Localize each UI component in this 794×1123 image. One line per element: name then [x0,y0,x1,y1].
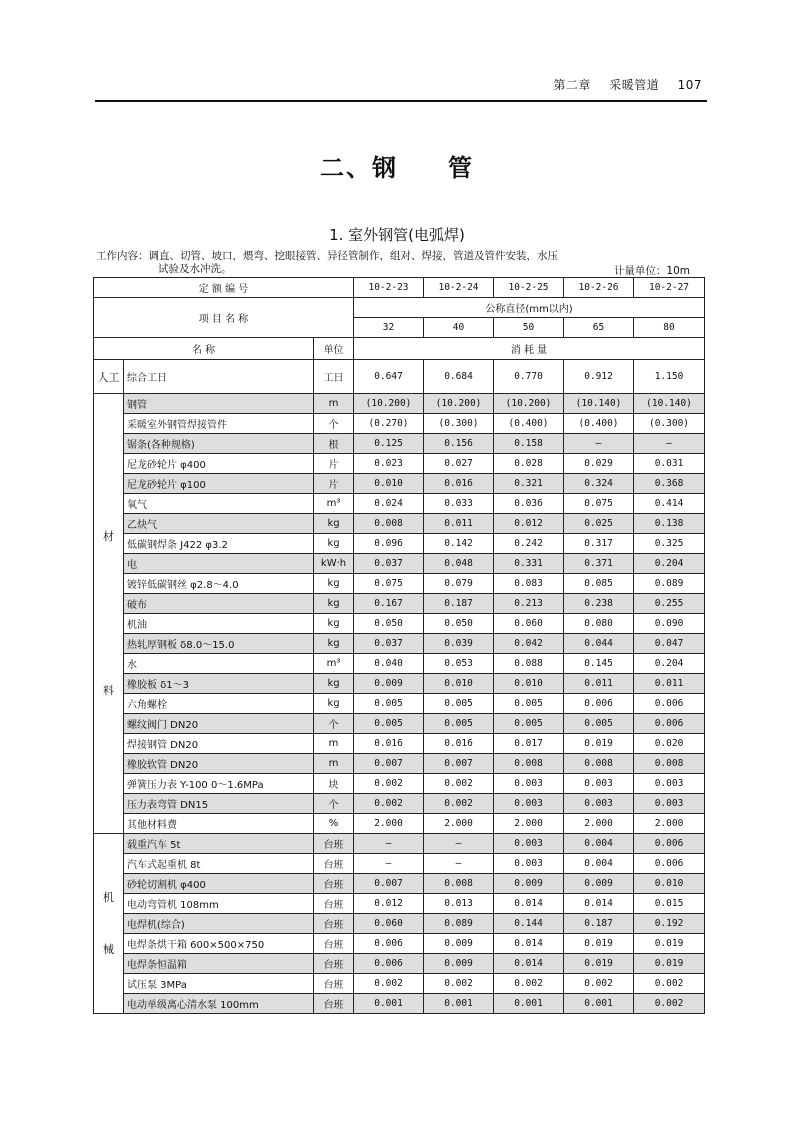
value-cell: 0.001 [424,994,494,1014]
item-unit: 台班 [314,934,354,954]
value-cell: 0.002 [494,974,564,994]
work-content [96,250,616,276]
item-unit: kg [314,694,354,714]
value-cell: 0.007 [424,754,494,774]
value-cell: 0.083 [494,574,564,594]
value-cell: 0.004 [564,854,634,874]
value-cell: 0.647 [354,360,424,394]
value-cell: 2.000 [354,814,424,834]
value-cell: 0.088 [494,654,564,674]
machinery-row [94,894,705,914]
value-cell: 0.016 [424,734,494,754]
item-unit: 片 [314,454,354,474]
quota-table [93,277,705,1014]
diameter-cell: 32 [354,318,424,338]
item-name: 尼龙砂轮片 φ100 [124,474,314,494]
item-unit: 台班 [314,994,354,1014]
section-title-part1: 二、钢 [320,154,398,182]
value-cell: 0.050 [424,614,494,634]
value-cell: 0.007 [354,874,424,894]
item-unit: 根 [314,434,354,454]
item-unit: kg [314,634,354,654]
value-cell: 0.005 [564,714,634,734]
value-cell: 0.002 [634,994,705,1014]
value-cell: 0.010 [494,674,564,694]
diameter-cell: 40 [424,318,494,338]
value-cell: 0.039 [424,634,494,654]
value-cell: 0.005 [494,694,564,714]
item-unit: m [314,394,354,414]
item-name: 压力表弯管 DN15 [124,794,314,814]
value-cell: 0.024 [354,494,424,514]
value-cell: 0.002 [634,974,705,994]
value-cell: 0.013 [424,894,494,914]
category-char: 机 [103,890,114,904]
item-name: 试压泵 3MPa [124,974,314,994]
value-cell: 0.003 [564,774,634,794]
value-cell: — [354,834,424,854]
item-unit: kg [314,674,354,694]
col-name-label: 名 称 [94,338,314,360]
item-name: 尼龙砂轮片 φ400 [124,454,314,474]
quota-code-cell: 10-2-25 [494,278,564,298]
item-name: 电动弯管机 108mm [124,894,314,914]
value-cell: 0.138 [634,514,705,534]
item-name: 综合工日 [124,360,314,394]
item-unit: 台班 [314,894,354,914]
value-cell: 0.371 [564,554,634,574]
material-row [94,774,705,794]
material-row [94,454,705,474]
item-unit: m [314,754,354,774]
work-content-line2: 试验及水冲洗。 [158,263,232,275]
value-cell: 2.000 [494,814,564,834]
value-cell: 0.010 [634,874,705,894]
value-cell: 1.150 [634,360,705,394]
value-cell: 0.003 [634,774,705,794]
item-unit: 个 [314,714,354,734]
material-category [94,394,124,834]
value-cell: (0.300) [424,414,494,434]
value-cell: 0.040 [354,654,424,674]
value-cell: 0.031 [634,454,705,474]
machinery-category [94,834,124,1014]
value-cell: 0.027 [424,454,494,474]
item-name: 钢管 [124,394,314,414]
value-cell: 0.001 [354,994,424,1014]
item-unit: m [314,734,354,754]
value-cell: 0.004 [564,834,634,854]
value-cell: 0.017 [494,734,564,754]
value-cell: 0.029 [564,454,634,474]
item-name-label: 项 目 名 称 [94,298,354,338]
machinery-row [94,874,705,894]
value-cell: 0.003 [494,794,564,814]
item-unit: 工日 [314,360,354,394]
item-name: 电 [124,554,314,574]
value-cell: 2.000 [424,814,494,834]
quota-code-cell: 10-2-27 [634,278,705,298]
item-name: 破布 [124,594,314,614]
value-cell: (0.300) [634,414,705,434]
diameter-cell: 80 [634,318,705,338]
material-row [94,614,705,634]
value-cell: 0.009 [494,874,564,894]
value-cell: 0.019 [564,734,634,754]
value-cell: — [634,434,705,454]
value-cell: 0.014 [564,894,634,914]
value-cell: 0.019 [634,954,705,974]
value-cell: 0.011 [424,514,494,534]
value-cell: 0.036 [494,494,564,514]
machinery-row [94,954,705,974]
value-cell: 0.060 [354,914,424,934]
value-cell: 0.158 [494,434,564,454]
material-row [94,514,705,534]
value-cell: 0.014 [494,894,564,914]
value-cell: 0.060 [494,614,564,634]
item-unit: kg [314,574,354,594]
value-cell: (10.200) [424,394,494,414]
value-cell: 0.331 [494,554,564,574]
value-cell: 0.010 [424,674,494,694]
consumption-label: 消 耗 量 [354,338,705,360]
value-cell: 0.213 [494,594,564,614]
value-cell: (0.270) [354,414,424,434]
machinery-row [94,934,705,954]
value-cell: 0.187 [424,594,494,614]
item-name: 焊接钢管 DN20 [124,734,314,754]
material-row [94,574,705,594]
value-cell: 2.000 [564,814,634,834]
value-cell: 0.008 [494,754,564,774]
quota-code-cell: 10-2-23 [354,278,424,298]
item-unit: 台班 [314,834,354,854]
value-cell: 0.142 [424,534,494,554]
item-unit: 台班 [314,954,354,974]
material-row [94,554,705,574]
value-cell: 0.008 [354,514,424,534]
value-cell: 0.192 [634,914,705,934]
section-title-part2: 管 [448,154,474,182]
material-row [94,794,705,814]
item-name: 汽车式起重机 8t [124,854,314,874]
item-name: 低碳钢焊条 J422 φ3.2 [124,534,314,554]
value-cell: 0.321 [494,474,564,494]
value-cell: 0.003 [494,774,564,794]
item-name: 橡胶板 δ1～3 [124,674,314,694]
value-cell: 0.016 [424,474,494,494]
material-row [94,534,705,554]
col-unit-label: 单位 [314,338,354,360]
value-cell: 0.684 [424,360,494,394]
value-cell: 0.770 [494,360,564,394]
machinery-row [94,914,705,934]
value-cell: 0.002 [424,794,494,814]
running-head [95,72,707,94]
quota-code-cell: 10-2-24 [424,278,494,298]
material-row [94,694,705,714]
value-cell: — [564,434,634,454]
value-cell: 0.075 [564,494,634,514]
value-cell: 0.014 [494,934,564,954]
value-cell: 0.009 [424,954,494,974]
category-label: 人工 [97,370,120,384]
diameter-cell: 50 [494,318,564,338]
item-unit: 个 [314,414,354,434]
value-cell: 0.023 [354,454,424,474]
value-cell: 0.011 [634,674,705,694]
material-row [94,594,705,614]
material-row [94,494,705,514]
value-cell: 0.090 [634,614,705,634]
item-unit: kg [314,614,354,634]
value-cell: 0.080 [564,614,634,634]
running-head-text [539,76,702,93]
material-row [94,474,705,494]
value-cell: 0.042 [494,634,564,654]
column-header-row [94,338,705,360]
item-unit: 个 [314,794,354,814]
work-content-line1: 工作内容：调直、切管、坡口，煨弯、挖眼接管、异径管制作，组对、焊接，管道及管件安装，水压 [96,250,558,262]
value-cell: 0.005 [494,714,564,734]
value-cell: 0.324 [564,474,634,494]
value-cell: 0.325 [634,534,705,554]
machinery-row [94,854,705,874]
value-cell: — [424,834,494,854]
value-cell: 0.912 [564,360,634,394]
machinery-row [94,834,705,854]
value-cell: 0.075 [354,574,424,594]
item-unit: m³ [314,654,354,674]
value-cell: 0.008 [564,754,634,774]
value-cell: 0.204 [634,654,705,674]
material-row [94,394,705,414]
value-cell: 0.033 [424,494,494,514]
value-cell: 0.002 [354,974,424,994]
item-name: 电焊条恒温箱 [124,954,314,974]
value-cell: (10.200) [494,394,564,414]
value-cell: 0.167 [354,594,424,614]
value-cell: 0.025 [564,514,634,534]
value-cell: 0.006 [354,954,424,974]
item-unit: kg [314,514,354,534]
item-name: 弹簧压力表 Y-100 0～1.6MPa [124,774,314,794]
value-cell: 0.044 [564,634,634,654]
item-unit: 台班 [314,974,354,994]
value-cell: 0.012 [354,894,424,914]
value-cell: 0.019 [634,934,705,954]
value-cell: 0.003 [564,794,634,814]
sub-title: 1. 室外钢管(电弧焊) [329,226,465,244]
item-unit: 片 [314,474,354,494]
value-cell: 0.011 [564,674,634,694]
value-cell: 0.019 [564,954,634,974]
material-row [94,814,705,834]
category-char: 材 [103,529,114,543]
value-cell: 0.009 [424,934,494,954]
value-cell: 0.002 [424,774,494,794]
unit-note: 计量单位：10m [613,265,690,277]
value-cell: 0.003 [634,794,705,814]
value-cell: 0.006 [634,714,705,734]
value-cell: 0.002 [564,974,634,994]
item-name: 机油 [124,614,314,634]
chapter-label: 第二章 [553,78,591,92]
value-cell: 0.007 [354,754,424,774]
value-cell: 0.006 [634,694,705,714]
quota-code-label: 定 额 编 号 [94,278,354,298]
category-char: 械 [103,942,114,956]
material-row [94,734,705,754]
item-name: 镀锌低碳钢丝 φ2.8～4.0 [124,574,314,594]
value-cell: (0.400) [494,414,564,434]
value-cell: 0.053 [424,654,494,674]
value-cell: 0.005 [424,714,494,734]
diameter-label: 公称直径(mm以内) [354,298,705,318]
value-cell: 0.010 [354,474,424,494]
page-number: 107 [677,78,702,92]
quota-code-row [94,278,705,298]
item-name: 氧气 [124,494,314,514]
item-unit: 块 [314,774,354,794]
value-cell: 0.006 [354,934,424,954]
item-name: 采暖室外钢管焊接管件 [124,414,314,434]
value-cell: 0.368 [634,474,705,494]
item-unit: kg [314,534,354,554]
value-cell: 0.242 [494,534,564,554]
item-unit: m³ [314,494,354,514]
value-cell: 0.002 [424,974,494,994]
labor-row [94,360,705,394]
value-cell: 0.089 [424,914,494,934]
value-cell: 0.204 [634,554,705,574]
value-cell: 0.048 [424,554,494,574]
value-cell: 0.005 [354,694,424,714]
value-cell: 0.009 [564,874,634,894]
item-name: 载重汽车 5t [124,834,314,854]
value-cell: 0.002 [354,774,424,794]
value-cell: 0.255 [634,594,705,614]
value-cell: 0.003 [494,854,564,874]
value-cell: 0.125 [354,434,424,454]
item-unit: kg [314,594,354,614]
section-title [0,148,794,183]
value-cell: (10.200) [354,394,424,414]
material-row [94,434,705,454]
item-name: 乙炔气 [124,514,314,534]
machinery-row [94,974,705,994]
item-name: 电焊机(综合) [124,914,314,934]
item-name: 电动单级离心清水泵 100mm [124,994,314,1014]
value-cell: 0.020 [634,734,705,754]
value-cell: 0.019 [564,934,634,954]
material-row [94,714,705,734]
value-cell: 0.006 [634,834,705,854]
value-cell: 0.187 [564,914,634,934]
item-name: 水 [124,654,314,674]
item-unit: 台班 [314,914,354,934]
item-unit: % [314,814,354,834]
value-cell: 0.050 [354,614,424,634]
value-cell: 0.144 [494,914,564,934]
value-cell: 0.238 [564,594,634,614]
value-cell: 0.005 [354,714,424,734]
value-cell: (10.140) [634,394,705,414]
item-name: 其他材料费 [124,814,314,834]
item-name: 热轧厚钢板 δ8.0～15.0 [124,634,314,654]
item-unit: kW·h [314,554,354,574]
item-name: 砂轮切割机 φ400 [124,874,314,894]
value-cell: 0.001 [494,994,564,1014]
value-cell: 0.037 [354,634,424,654]
value-cell: 0.317 [564,534,634,554]
quota-code-cell: 10-2-26 [564,278,634,298]
value-cell: 0.014 [494,954,564,974]
material-row [94,634,705,654]
value-cell: — [424,854,494,874]
value-cell: 0.414 [634,494,705,514]
item-name: 螺纹阀门 DN20 [124,714,314,734]
item-unit: 台班 [314,874,354,894]
value-cell: 0.012 [494,514,564,534]
value-cell: 0.008 [424,874,494,894]
value-cell: (10.140) [564,394,634,414]
value-cell: 0.009 [354,674,424,694]
value-cell: 0.096 [354,534,424,554]
value-cell: 0.145 [564,654,634,674]
category-char: 料 [103,683,114,697]
value-cell: 0.003 [494,834,564,854]
machinery-row [94,994,705,1014]
value-cell: 0.006 [634,854,705,874]
value-cell: 0.037 [354,554,424,574]
diameter-label-row [94,298,705,318]
value-cell: 2.000 [634,814,705,834]
value-cell: 0.001 [564,994,634,1014]
value-cell: 0.079 [424,574,494,594]
item-unit: 台班 [314,854,354,874]
item-name: 电焊条烘干箱 600×500×750 [124,934,314,954]
value-cell: 0.085 [564,574,634,594]
value-cell: 0.047 [634,634,705,654]
material-row [94,654,705,674]
value-cell: 0.028 [494,454,564,474]
material-row [94,674,705,694]
material-row [94,414,705,434]
material-row [94,754,705,774]
value-cell: 0.002 [354,794,424,814]
labor-category [94,360,124,394]
value-cell: 0.008 [634,754,705,774]
header-divider [95,100,707,102]
value-cell: 0.089 [634,574,705,594]
item-name: 六角螺栓 [124,694,314,714]
value-cell: 0.006 [564,694,634,714]
value-cell: 0.156 [424,434,494,454]
chapter-title: 采暖管道 [609,78,660,92]
diameter-cell: 65 [564,318,634,338]
item-name: 橡胶软管 DN20 [124,754,314,774]
value-cell: (0.400) [564,414,634,434]
value-cell: — [354,854,424,874]
value-cell: 0.015 [634,894,705,914]
value-cell: 0.005 [424,694,494,714]
value-cell: 0.016 [354,734,424,754]
item-name: 锯条(各种规格) [124,434,314,454]
